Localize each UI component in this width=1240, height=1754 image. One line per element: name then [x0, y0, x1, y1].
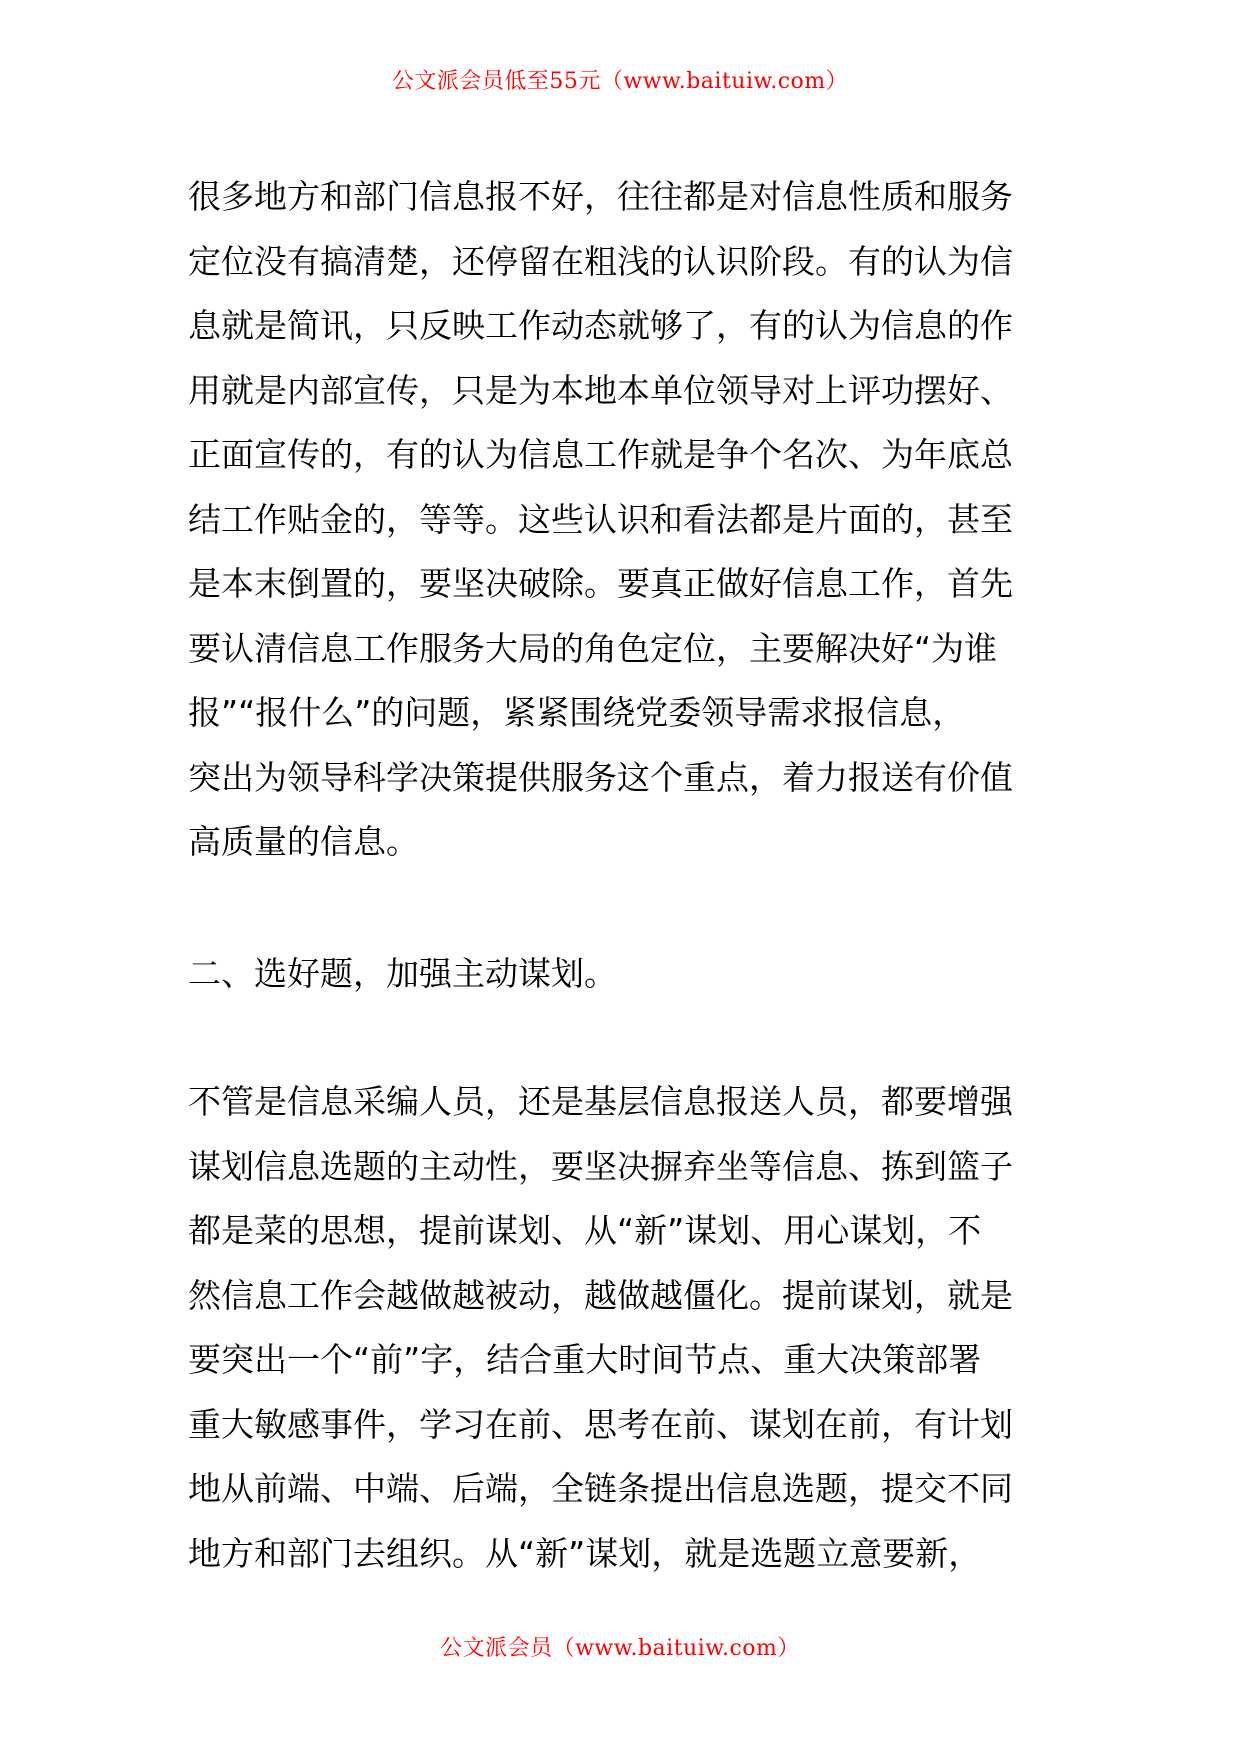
text-line: 谋划信息选题的主动性，要坚决摒弃坐等信息、拣到篮子 [188, 1146, 1013, 1186]
text-line: 都是菜的思想，提前谋划、从“新”谋划、用心谋划，不 [188, 1211, 982, 1250]
text-line: 报”“报什么”的问题，紧紧围绕党委领导需求报信息， [188, 693, 966, 732]
text-line: 然信息工作会越做越被动，越做越僵化。提前谋划，就是 [188, 1275, 1013, 1315]
text-line: 定位没有搞清楚，还停留在粗浅的认识阶段。有的认为信 [188, 241, 1013, 281]
section-heading [188, 942, 1060, 1007]
text-line: 息就是简讯，只反映工作动态就够了，有的认为信息的作 [188, 306, 1013, 345]
section-heading-text: 二、选好题，加强主动谋划。 [188, 954, 617, 993]
text-line: 突出为领导科学决策提供服务这个重点，着力报送有价值 [188, 757, 1013, 797]
text-line: 不管是信息采编人员，还是基层信息报送人员，都要增强 [188, 1082, 1013, 1121]
text-line: 是本末倒置的，要坚决破除。要真正做好信息工作，首先 [188, 564, 1013, 603]
footer-banner[interactable]: 公文派会员（www.baituiw.com） [440, 1636, 800, 1661]
paragraph-1 [188, 165, 1060, 875]
text-line: 正面宣传的，有的认为信息工作就是争个名次、为年底总 [188, 435, 1013, 474]
text-line: 要突出一个“前”字，结合重大时间节点、重大决策部署 [188, 1340, 982, 1379]
text-line: 很多地方和部门信息报不好，往往都是对信息性质和服务 [188, 177, 1013, 216]
header-banner[interactable]: 公文派会员低至55元（www.baituiw.com） [391, 69, 849, 94]
text-line: 结工作贴金的，等等。这些认识和看法都是片面的，甚至 [188, 499, 1013, 539]
text-line: 要认清信息工作服务大局的角色定位，主要解决好“为谁 [188, 628, 998, 668]
paragraph-2 [188, 1070, 1060, 1586]
text-line: 地从前端、中端、后端，全链条提出信息选题，提交不同 [188, 1469, 1013, 1508]
text-line: 高质量的信息。 [188, 822, 419, 861]
text-line: 地方和部门去组织。从“新”谋划，就是选题立意要新， [188, 1533, 982, 1573]
text-line: 重大敏感事件，学习在前、思考在前、谋划在前，有计划 [188, 1404, 1013, 1444]
text-line: 用就是内部宣传，只是为本地本单位领导对上评功摆好、 [188, 370, 1013, 410]
